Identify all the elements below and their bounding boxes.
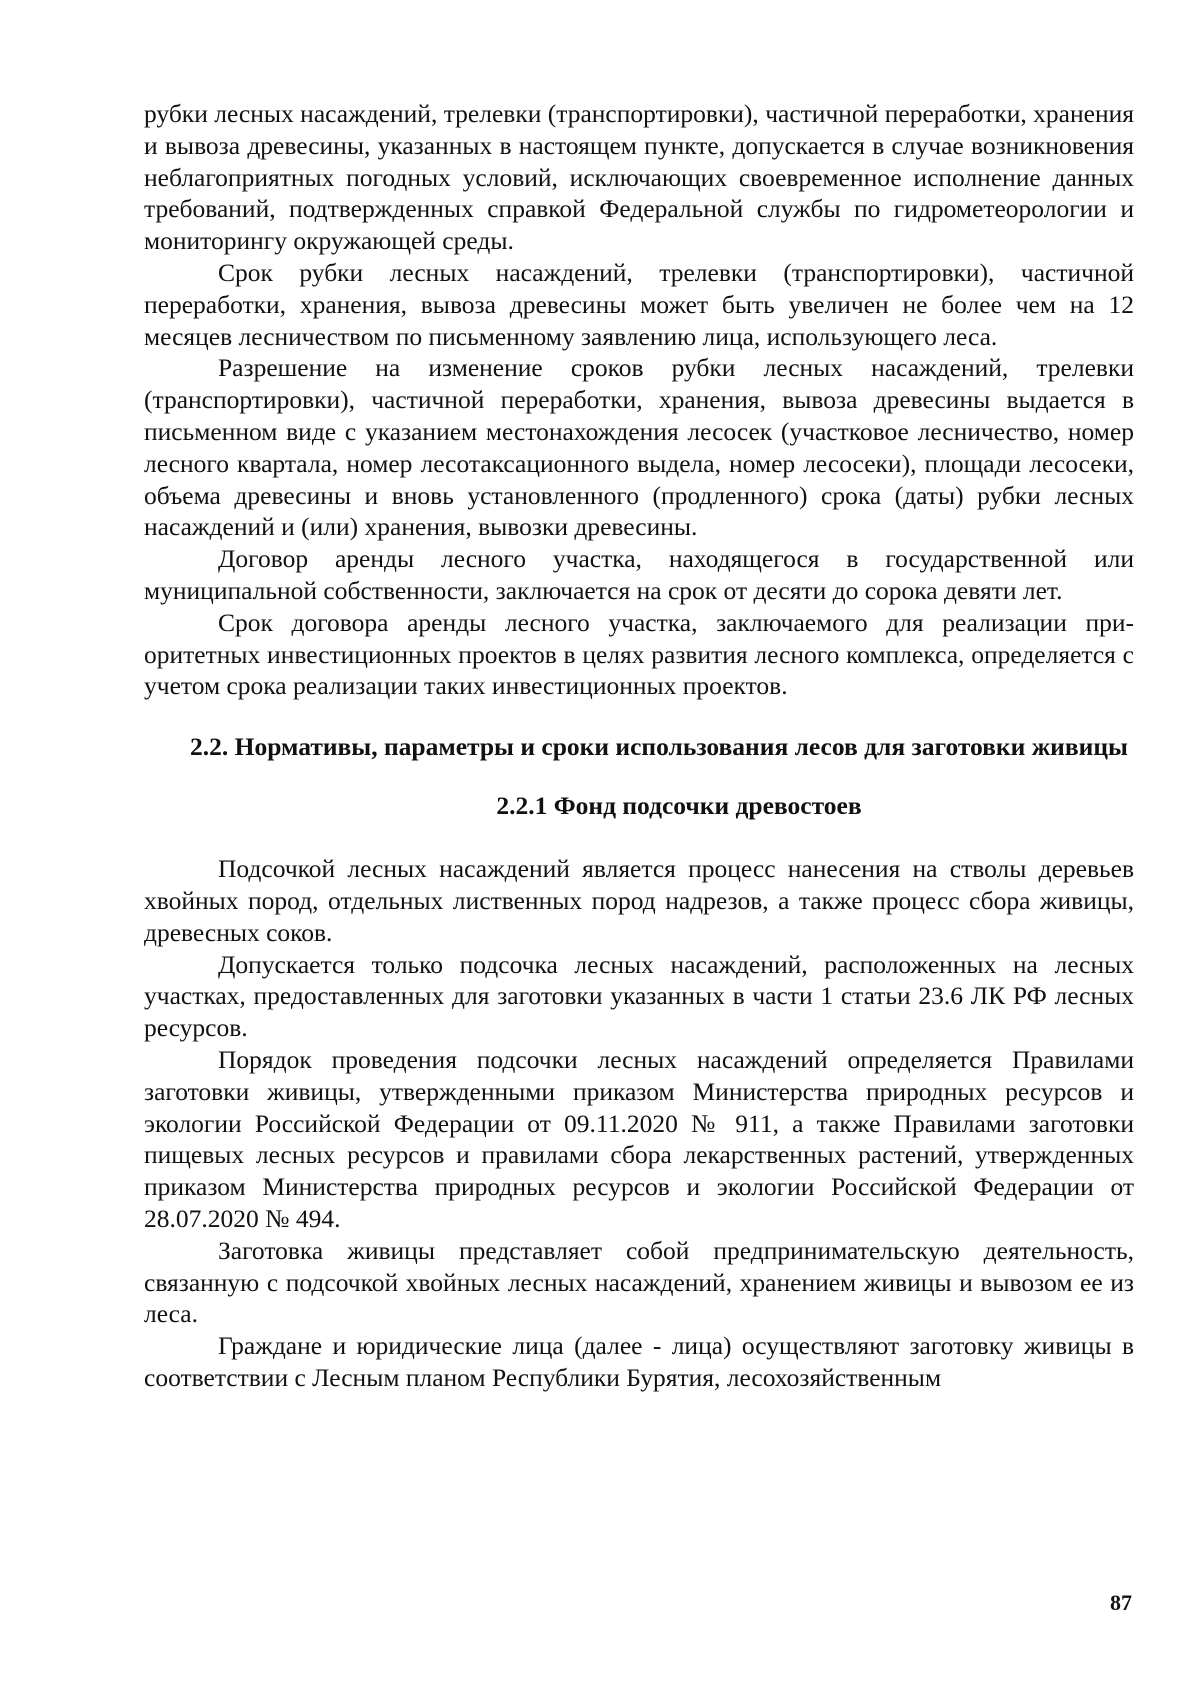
paragraph-term-extension: Срок рубки лесных насаждений, трелевки (транспортировки), частичной переработки, хранения, вывоза древесины может быть увеличен не более чем на 12 месяцев лесничеством по письменному заявлению лица, использующего леса.	[144, 257, 1134, 351]
document-body	[144, 98, 1134, 1394]
paragraph-tapping-rules: Порядок проведения подсочки лесных насаждений определяется Правилами заготовки живицы, утвержденными приказом Министерства природных ресурсов и экологии Российской Федерации от 09.11.2020 № 911, а также Правилами заготовки пищевых лесных ресурсов и правилами сбора лекарственных растений, утвержденных приказом Министерства природных ресурсов и экологии Российской Федерации от 28.07.2020 № 494.	[144, 1044, 1134, 1233]
paragraph-permission-change: Разрешение на изменение сроков рубки лесных насаждений, трелевки (транспортировки), частичной переработки, хранения, вывоза древесины выдается в письменном виде с указанием местонахождения лесосек (участковое лесничество, номер лесного квартала, номер лесотаксационного выдела, номер лесосеки), площади лесосеки, объема древесины и вновь установленного (продленного) срока (даты) рубки лесных насаждений и (или) хранения, вывозки древесины.	[144, 353, 1134, 542]
paragraph-tapping-definition: Подсочкой лесных насаждений является процесс нанесения на стволы деревьев хвойных пород, отдельных лиственных пород надрезов, а также процесс сбора живицы, древесных соков.	[144, 854, 1134, 947]
paragraph-lease-term: Договор аренды лесного участка, находящегося в государственной или муниципальной собственности, заключается на срок от десяти до сорока девяти лет.	[144, 544, 1134, 605]
subsection-heading: 2.2.1 Фонд подсочки древостоев	[496, 791, 862, 821]
page-number: 87	[1110, 1590, 1132, 1615]
paragraph-continued: рубки лесных насаждений, трелевки (транспортировки), частичной переработки, хранения и вывоза древесины, указанных в настоящем пункте, допускается в случае возникновения неблагоприятных погодных условий, исключающих своевременное исполнение данных требований, подтвержденных справкой Федеральной службы по гидрометеорологии и мониторингу окружающей среды.	[144, 99, 1134, 256]
paragraph-priority-projects: Срок договора аренды лесного участка, заключаемого для реализации приоритетных инвестиционных проектов в целях развития лесного комплекса, определяется с учетом срока реализации таких инвестиционных проектов.	[144, 607, 1134, 701]
section-heading: 2.2. Нормативы, параметры и сроки использования лесов для заготовки живицы	[190, 732, 1128, 762]
paragraph-resin-harvesting: Заготовка живицы представляет собой предпринимательскую деятельность, связанную с подсочкой хвойных лесных насаждений, хранением живицы и вывозом ее из леса.	[144, 1235, 1134, 1329]
paragraph-citizens-entities: Граждане и юридические лица (далее - лица) осуществляют заготовку живицы в соответствии с Лесным планом Республики Бурятия, лесохозяйственным	[144, 1331, 1134, 1392]
paragraph-tapping-allowed: Допускается только подсочка лесных насаждений, расположенных на лесных участках, предоставленных для заготовки указанных в части 1 статьи 23.6 ЛК РФ лесных ресурсов.	[144, 949, 1134, 1043]
